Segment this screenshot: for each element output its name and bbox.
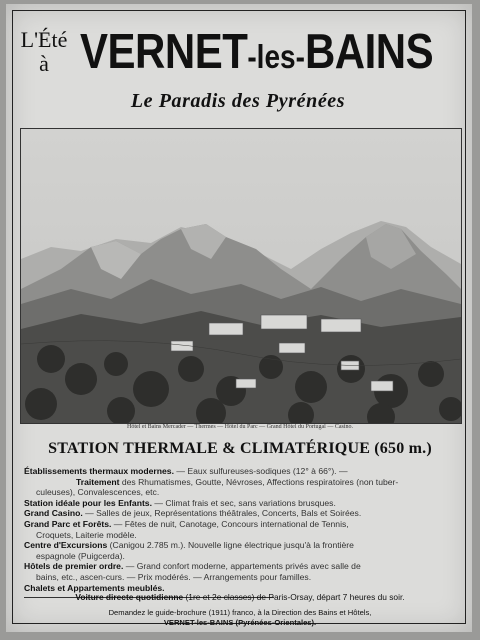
- feature-line: [24, 487, 460, 498]
- feature-line: [24, 466, 460, 477]
- feature-line: [24, 530, 460, 541]
- brochure-line-2: VERNET-les-BAINS (Pyrénées-Orientales).: [163, 618, 317, 627]
- feature-line: [24, 519, 460, 530]
- mountain-village-illustration: [20, 128, 462, 424]
- feature-line: [24, 572, 460, 583]
- station-heading: STATION THERMALE & CLIMATÉRIQUE (650 m.): [48, 440, 432, 457]
- train-label: Voiture directe quotidienne: [75, 592, 184, 602]
- feature-value: — Climat frais et sec, sans variations brusques.: [151, 497, 336, 508]
- feature-label: Établissements thermaux modernes.: [24, 466, 174, 476]
- title-mid: -les-: [247, 38, 305, 76]
- features-list: [24, 466, 460, 602]
- title-main: VERNET: [80, 23, 248, 79]
- feature-label: Grand Parc et Forêts.: [24, 518, 112, 529]
- feature-label: Station idéale pour les Enfants.: [24, 497, 152, 508]
- brochure-notice: [20, 608, 460, 628]
- advertisement-page: [6, 4, 472, 632]
- header: [18, 22, 458, 118]
- feature-value: — Salles de jeux, Représentations théâtrales, Concerts, Bals et Soirées.: [82, 508, 362, 519]
- feature-line: [24, 551, 460, 562]
- landscape-drawing: [21, 129, 461, 423]
- train-detail: (1re et 2e classes) de Paris-Orsay, départ 7 heures du soir.: [183, 592, 405, 602]
- feature-label: Hôtels de premier ordre.: [24, 561, 124, 572]
- page-title: [80, 22, 460, 87]
- feature-label: Chalets et Appartements meublés.: [24, 582, 165, 593]
- feature-value: — Eaux sulfureuses-sodiques (12° à 66°). —: [173, 466, 348, 476]
- feature-value: des Rhumatismes, Goutte, Névroses, Affections respiratoires (non tuber-: [119, 476, 399, 487]
- feature-line: [24, 508, 460, 519]
- title-prefix: [20, 28, 68, 76]
- feature-value: — Grand confort moderne, appartements privés avec salle de: [123, 561, 361, 572]
- feature-label: Centre d'Excursions: [24, 540, 108, 551]
- brochure-line-1: Demandez le guide-brochure (1911) franco, à la Direction des Bains et Hôtels,: [108, 608, 372, 617]
- prefix-line-1: L'Été: [20, 27, 68, 52]
- prefix-line-2: à: [39, 51, 49, 76]
- feature-label: Traitement: [76, 476, 120, 487]
- feature-value: Croquets, Laiterie modèle.: [36, 529, 137, 540]
- feature-line: [24, 498, 460, 509]
- feature-line: [24, 561, 460, 572]
- train-line: [20, 592, 460, 602]
- feature-value: — Fêtes de nuit, Canotage, Concours international de Tennis,: [111, 518, 349, 529]
- illustration-caption: Hôtel et Bains Mercader — Thermes — Hôtel du Parc — Grand Hôtel du Portugal — Casino.: [126, 424, 353, 430]
- title-end: BAINS: [304, 23, 434, 79]
- feature-value: (Canigou 2.785 m.). Nouvelle ligne électrique jusqu'à la frontière: [107, 540, 354, 551]
- feature-value: culeuses), Convalescences, etc.: [36, 487, 160, 498]
- feature-line: [24, 477, 460, 488]
- page-subtitle: Le Paradis des Pyrénées: [130, 90, 346, 112]
- feature-line: [24, 540, 460, 551]
- feature-value: bains, etc., ascen-curs. — Prix modérés. — Arrangements pour familles.: [36, 571, 312, 582]
- feature-label: Grand Casino.: [24, 508, 83, 519]
- feature-value: espagnole (Puigcerda).: [36, 550, 125, 561]
